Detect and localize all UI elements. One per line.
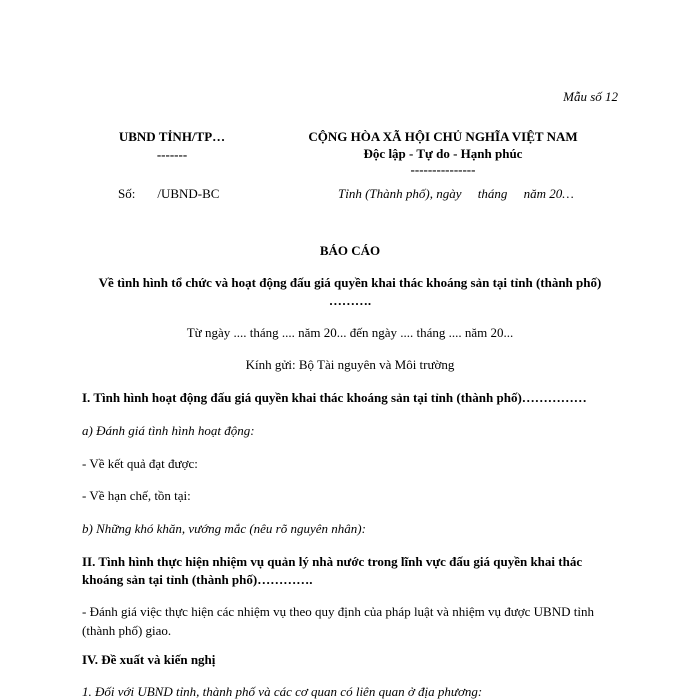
report-period: Từ ngày .... tháng .... năm 20... đến ngày .... tháng .... năm 20... — [186, 325, 514, 340]
national-motto: Độc lập - Tự do - Hạnh phúc — [363, 146, 523, 161]
report-title: BÁO CÁO — [319, 243, 381, 258]
recipient-line: Kính gửi: Bộ Tài nguyên và Môi trường — [245, 357, 455, 372]
section-1-subheading-b: b) Những khó khăn, vướng mắc (nêu rõ nguyên nhân): — [82, 521, 366, 536]
national-title: CỘNG HÒA XÃ HỘI CHỦ NGHĨA VIỆT NAM — [308, 129, 578, 144]
section-1-subheading-a: a) Đánh giá tình hình hoạt động: — [82, 423, 255, 438]
section-1-item-limitations: - Về hạn chế, tồn tại: — [82, 488, 191, 503]
section-1-heading: I. Tình hình hoạt động đấu giá quyền khai thác khoáng sản tại tỉnh (thành phố)…………… — [82, 390, 587, 405]
section-2-item-evaluation: - Đánh giá việc thực hiện các nhiệm vụ theo quy định của pháp luật và nhiệm vụ được UBND tỉnh (thành phố) giao. — [82, 604, 594, 638]
motto-divider: --------------- — [410, 162, 476, 177]
report-subtitle: Về tình hình tổ chức và hoạt động đấu giá quyền khai thác khoáng sản tại tỉnh (thành phố) ………. — [98, 275, 602, 308]
form-number: Mẫu số 12 — [563, 89, 618, 104]
authority-divider: ------- — [156, 147, 188, 162]
document-number-suffix: /UBND-BC — [157, 186, 220, 201]
issuing-authority: UBND TỈNH/TP… — [118, 129, 226, 144]
document-number-label: Số: — [118, 186, 136, 201]
section-2-heading: II. Tình hình thực hiện nhiệm vụ quản lý nhà nước trong lĩnh vực đấu giá quyền khai thác khoáng sản tại tỉnh (thành phố)…………. — [82, 554, 583, 587]
section-4-item-1: 1. Đối với UBND tỉnh, thành phố và các cơ quan có liên quan ở địa phương: — [82, 684, 483, 699]
section-4-heading: IV. Đề xuất và kiến nghị — [82, 652, 216, 667]
section-1-item-results: - Về kết quả đạt được: — [82, 456, 198, 471]
place-and-date: Tỉnh (Thành phố), ngày tháng năm 20… — [338, 186, 574, 201]
document-number — [118, 186, 219, 202]
